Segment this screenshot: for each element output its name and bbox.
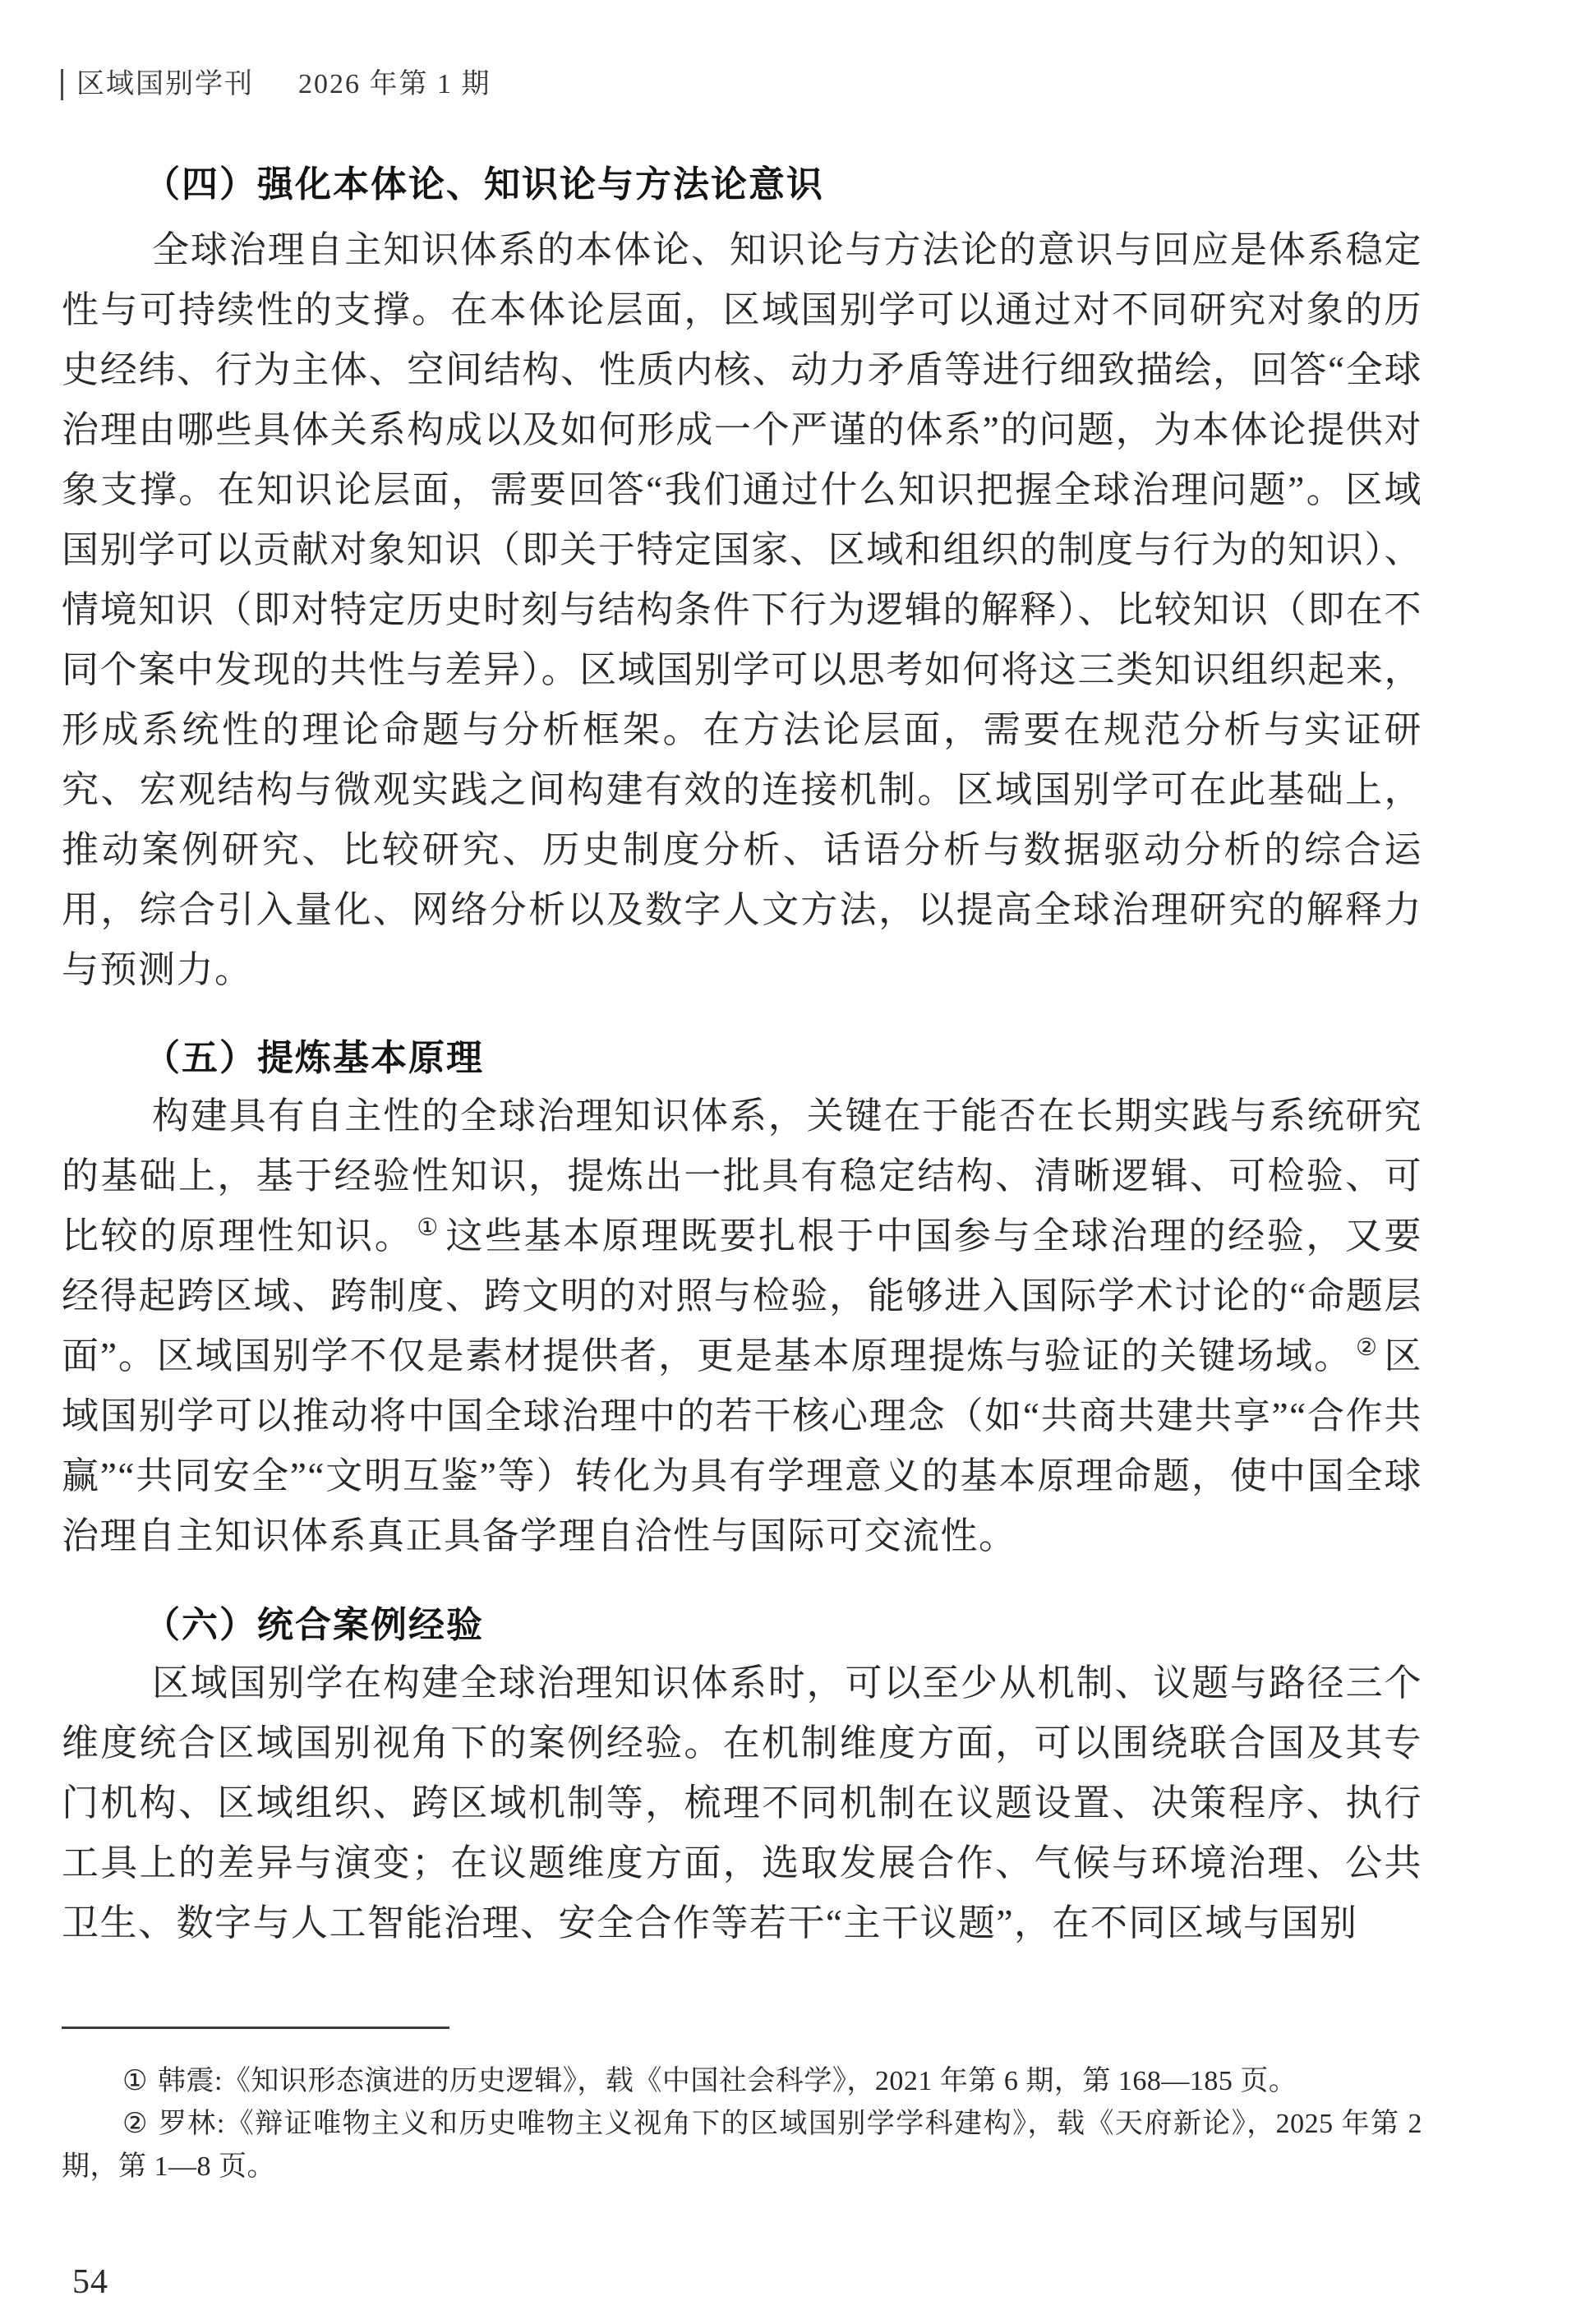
section-heading-5: （五）提炼基本原理 — [144, 1038, 484, 1078]
section-5-text-3: 区域国别学可以推动将中国全球治理中的若干核心理念（如“共商共建共享”“合作共赢”“共同安全”“文明互鉴”等）转化为具有学理意义的基本原理命题，使中国全球治理自主知识体系真正具备学理自洽性与国际可交流性。 — [62, 1335, 1423, 1556]
section-5-paragraph — [62, 1086, 1422, 1566]
section-5-text-1: 构建具有自主性的全球治理知识体系，关键在于能否在长期实践与系统研究的基础上，基于经验性知识，提炼出一批具有稳定结构、清晰逻辑、可检验、可比较的原理性知识。 — [62, 1095, 1422, 1257]
footnotes-area — [62, 2027, 1422, 2188]
footnote-2 — [62, 2103, 1422, 2188]
page-number: 54 — [72, 2263, 108, 2301]
section-5-text-2: 这些基本原理既要扎根于中国参与全球治理的经验，又要经得起跨区域、跨制度、跨文明的对照与检验，能够进入国际学术讨论的“命题层面”。区域国别学不仅是素材提供者，更是基本原理提炼与验证的关键场域。 — [62, 1215, 1422, 1376]
footnote-separator — [62, 2027, 449, 2029]
footnote-1 — [62, 2060, 1422, 2103]
journal-title: 区域国别学刊 — [76, 69, 254, 99]
footnote-ref-2: ② — [1356, 1335, 1378, 1361]
section-heading-6: （六）统合案例经验 — [144, 1605, 484, 1645]
section-4-paragraph: 全球治理自主知识体系的本体论、知识论与方法论的意识与回应是体系稳定性与可持续性的支撑。在本体论层面，区域国别学可以通过对不同研究对象的历史经纬、行为主体、空间结构、性质内核、动力矛盾等进行细致描绘，回答“全球治理由哪些具体关系构成以及如何形成一个严谨的体系”的问题，为本体论提供对象支撑。在知识论层面，需要回答“我们通过什么知识把握全球治理问题”。区域国别学可以贡献对象知识（即关于特定国家、区域和组织的制度与行为的知识）、情境知识（即对特定历史时刻与结构条件下行为逻辑的解释）、比较知识（即在不同个案中发现的共性与差异）。区域国别学可以思考如何将这三类知识组织起来，形成系统性的理论命题与分析框架。在方法论层面，需要在规范分析与实证研究、宏观结构与微观实践之间构建有效的连接机制。区域国别学可在此基础上，推动案例研究、比较研究、历史制度分析、话语分析与数据驱动分析的综合运用，综合引入量化、网络分析以及数字人文方法，以提高全球治理研究的解释力与预测力。 — [62, 229, 1422, 990]
section-heading-4: （四）强化本体论、知识论与方法论意识 — [144, 164, 824, 205]
section-6-paragraph: 区域国别学在构建全球治理知识体系时，可以至少从机制、议题与路径三个维度统合区域国别视角下的案例经验。在机制维度方面，可以围绕联合国及其专门机构、区域组织、跨区域机制等，梳理不同机制在议题设置、决策程序、执行工具上的差异与演变；在议题维度方面，选取发展合作、气候与环境治理、公共卫生、数字与人工智能治理、安全合作等若干“主干议题”，在不同区域与国别 — [62, 1662, 1422, 1944]
issue-info: 2026 年第 1 期 — [298, 69, 491, 99]
footnote-2-text: 罗林:《辩证唯物主义和历史唯物主义视角下的区域国别学学科建构》，载《天府新论》，2025 年第 2 期，第 1—8 页。 — [62, 2109, 1422, 2182]
footnote-1-text: 韩震:《知识形态演进的历史逻辑》，载《中国社会科学》，2021 年第 6 期，第 168—185 页。 — [157, 2066, 1297, 2096]
article-body — [62, 0, 1422, 1953]
footnote-1-marker: ① — [122, 2066, 148, 2096]
footnote-2-marker: ② — [122, 2109, 149, 2139]
footnote-ref-1: ① — [417, 1215, 440, 1241]
